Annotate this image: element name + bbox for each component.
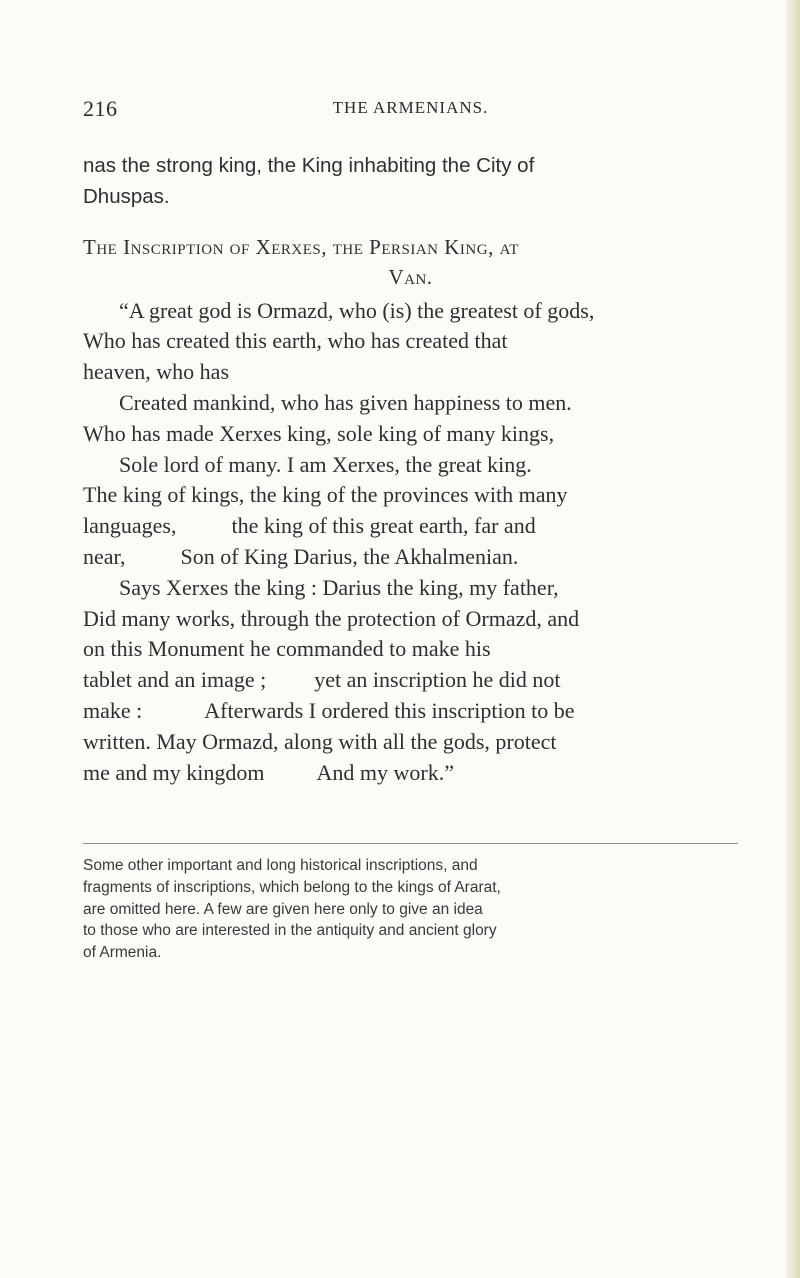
footnote-line: are omitted here. A few are given here only to give an idea: [83, 900, 483, 918]
quote-line: Sole lord of many. I am Xerxes, the great king.: [119, 451, 532, 477]
quote-fragment: near,: [83, 543, 126, 569]
intro-line: Dhuspas.: [83, 184, 170, 208]
quote-line: Who has made Xerxes king, sole king of many kings,: [83, 420, 555, 446]
inscription-quote: [83, 296, 738, 789]
quote-line: “A great god is Ormazd, who (is) the greatest of gods,: [119, 297, 595, 323]
footnote-line: fragments of inscriptions, which belong to the kings of Ararat,: [83, 878, 501, 896]
quote-fragment: Son of King Darius, the Akhalmenian.: [180, 543, 519, 569]
main-text: [83, 151, 738, 788]
quote-fragment: And my work.”: [316, 759, 454, 785]
quote-fragment: Afterwards I ordered this inscription to be: [204, 697, 575, 723]
running-head: THE ARMENIANS.: [332, 98, 489, 117]
footnote-divider: [83, 843, 738, 844]
quote-line: [83, 758, 738, 789]
page-header: [83, 96, 738, 124]
quote-line: Who has created this earth, who has created that: [83, 328, 508, 354]
section-title: [83, 232, 738, 292]
quote-line: heaven, who has: [83, 359, 230, 385]
quote-line: [83, 511, 738, 542]
quote-line: The king of kings, the king of the provinces with many: [83, 482, 568, 508]
quote-fragment: languages,: [83, 513, 177, 539]
quote-fragment: make :: [83, 697, 143, 723]
page-number: 216: [83, 96, 118, 121]
footnote-line: to those who are interested in the antiquity and ancient glory: [83, 922, 497, 940]
quote-line: Says Xerxes the king : Darius the king, my father,: [119, 574, 559, 600]
quote-line: Created mankind, who has given happiness to men.: [119, 389, 572, 415]
quote-line: written. May Ormazd, along with all the gods, protect: [83, 728, 557, 754]
footnote-line: Some other important and long historical inscriptions, and: [83, 857, 478, 874]
quote-line: [83, 696, 738, 727]
quote-line: Did many works, through the protection of Ormazd, and: [83, 605, 580, 631]
quote-fragment: me and my kingdom: [83, 759, 265, 785]
footnote: [83, 855, 738, 964]
quote-line: [83, 542, 738, 573]
quote-line: [83, 665, 738, 696]
quote-fragment: tablet and an image ;: [83, 667, 267, 693]
quote-line: on this Monument he commanded to make his: [83, 636, 491, 662]
section-title-line-1: The Inscription of Xerxes, the Persian King, at: [83, 234, 519, 259]
quote-fragment: the king of this great earth, far and: [231, 513, 536, 539]
footnote-line: of Armenia.: [83, 944, 162, 962]
intro-line: nas the strong king, the King inhabiting the City of: [83, 154, 535, 177]
page-edge: [786, 0, 800, 1278]
quote-fragment: yet an inscription he did not: [314, 667, 561, 693]
section-title-line-2: Van.: [388, 264, 433, 289]
